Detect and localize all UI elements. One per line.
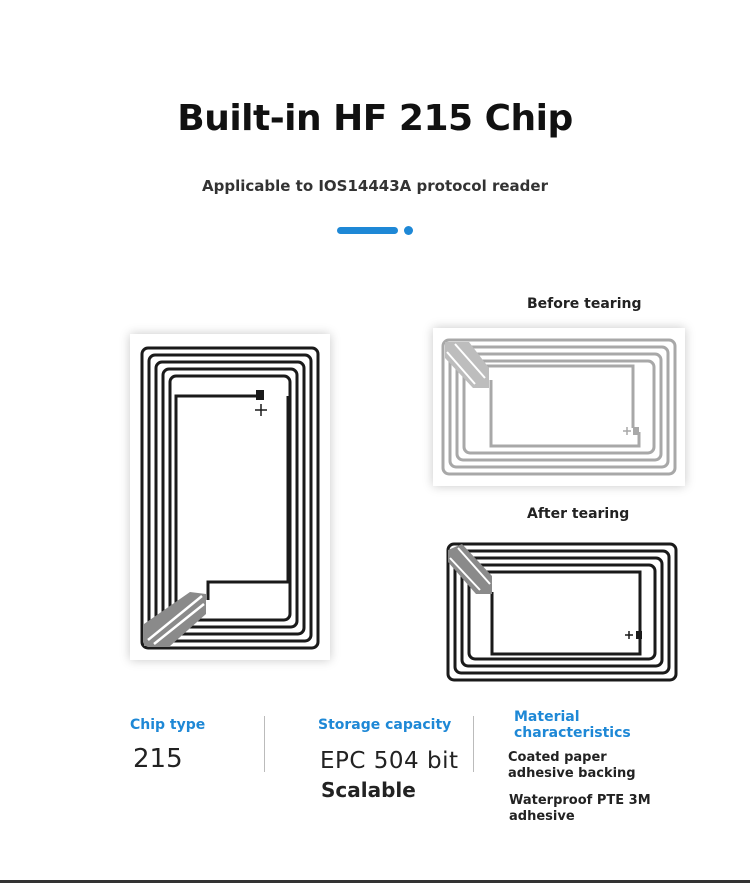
spec-label-chip-type: Chip type [130, 717, 206, 733]
accent-dot [404, 226, 413, 235]
spec-value-storage-scalable: Scalable [321, 778, 416, 802]
spec-label-material-line1: Material [514, 709, 580, 725]
spec-divider [264, 716, 265, 772]
after-tearing-tag-image [444, 540, 680, 684]
spec-material-item-2 [509, 793, 651, 825]
antenna-coil-before [433, 328, 685, 486]
page-subtitle: Applicable to IOS14443A protocol reader [202, 177, 548, 195]
spec-material-item-1-line2: adhesive backing [508, 766, 636, 781]
before-tearing-tag-image [433, 328, 685, 486]
spec-label-material-line2: characteristics [514, 725, 631, 741]
spec-value-chip-type: 215 [133, 744, 183, 774]
large-rfid-tag-image [130, 334, 330, 660]
spec-label-storage: Storage capacity [318, 717, 452, 733]
antenna-coil-after [444, 540, 680, 684]
spec-label-material [514, 709, 631, 741]
spec-material-item-2-line1: Waterproof PTE 3M [509, 793, 651, 808]
spec-material-item-1 [508, 750, 636, 782]
spec-material-item-1-line1: Coated paper [508, 750, 607, 765]
spec-value-storage: EPC 504 bit [320, 748, 459, 774]
page-title: Built-in HF 215 Chip [177, 98, 573, 139]
spec-material-item-2-line2: adhesive [509, 809, 575, 824]
antenna-coil-large [130, 334, 330, 660]
spec-divider [473, 716, 474, 772]
before-tearing-label: Before tearing [527, 296, 642, 312]
after-tearing-label: After tearing [527, 506, 630, 522]
accent-bar [337, 227, 398, 234]
